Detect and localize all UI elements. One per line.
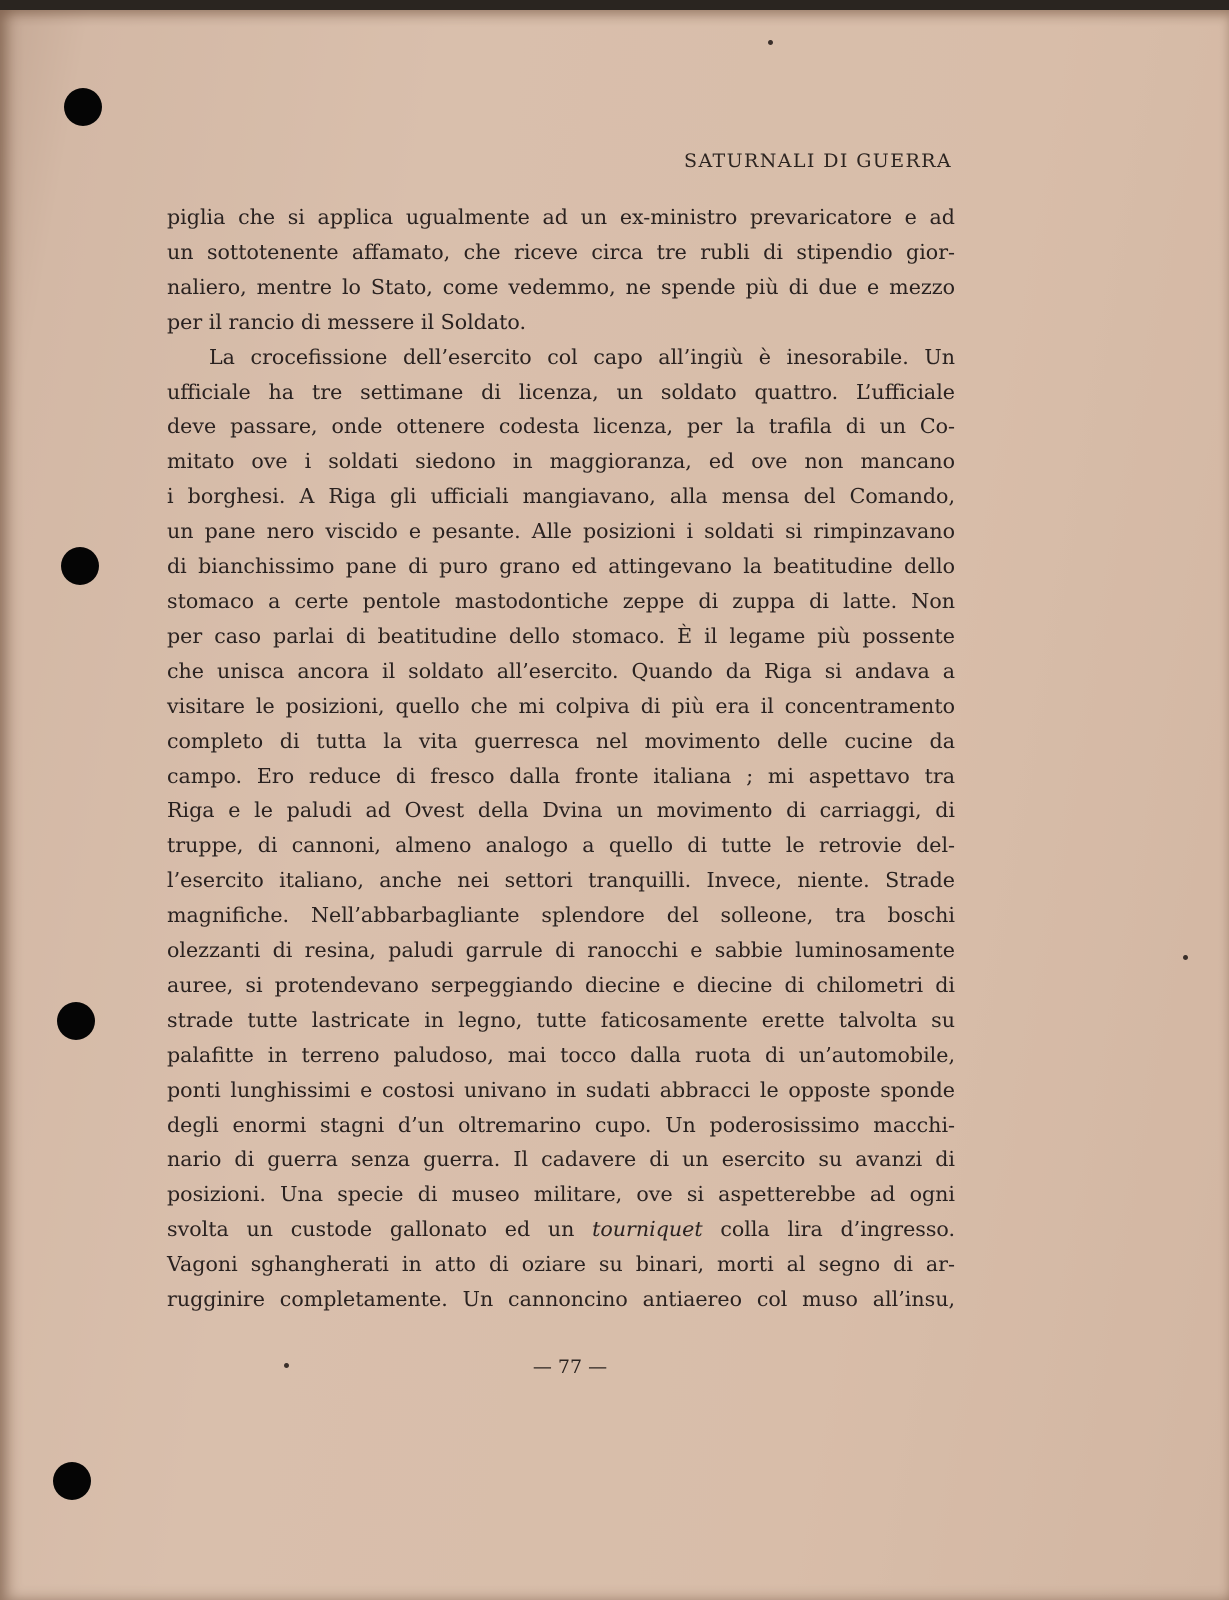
- text-line: i borghesi. A Riga gli ufficiali mangiavano, alla mensa del Comando,: [167, 484, 955, 509]
- text-line: per caso parlai di beatitudine dello stomaco. È il legame più possente: [167, 623, 955, 648]
- text-line: Vagoni sghangherati in atto di oziare su binari, morti al segno di ar-: [167, 1252, 955, 1277]
- text-line: stomaco a certe pentole mastodontiche zeppe di zuppa di latte. Non: [167, 588, 955, 613]
- text-line: ponti lunghissimi e costosi univano in sudati abbracci le opposte sponde: [167, 1077, 955, 1102]
- text-line: strade tutte lastricate in legno, tutte faticosamente erette talvolta su: [167, 1007, 955, 1032]
- italic-term: tourniquet: [592, 1217, 703, 1242]
- text-segment: colla lira d’ingresso.: [702, 1217, 955, 1242]
- body-text: [167, 200, 955, 1317]
- paper-speck: [768, 40, 773, 45]
- page-number: — 77 —: [532, 1356, 608, 1378]
- text-line: completo di tutta la vita guerresca nel movimento delle cucine da: [167, 728, 955, 753]
- text-line: magnifiche. Nell’abbarbagliante splendore del solleone, tra boschi: [167, 903, 955, 928]
- text-line: olezzanti di resina, paludi garrule di ranocchi e sabbie luminosamente: [167, 938, 955, 963]
- text-line: degli enormi stagni d’un oltremarino cupo. Un poderosissimo macchi-: [167, 1112, 955, 1137]
- binder-hole-4: [53, 1462, 91, 1500]
- text-line: ufficiale ha tre settimane di licenza, un soldato quattro. L’ufficiale: [167, 379, 955, 404]
- text-line: mitato ove i soldati siedono in maggioranza, ed ove non mancano: [167, 449, 955, 474]
- text-line: che unisca ancora il soldato all’esercito. Quando da Riga si andava a: [167, 658, 955, 683]
- text-line: La crocefissione dell’esercito col capo all’ingiù è inesorabile. Un: [209, 344, 955, 369]
- binder-hole-2: [61, 547, 99, 585]
- text-segment: svolta un custode gallonato ed un: [167, 1217, 593, 1242]
- text-line: rugginire completamente. Un cannoncino antiaereo col muso all’insu,: [167, 1287, 955, 1312]
- paper-speck: [284, 1363, 289, 1368]
- text-line: un pane nero viscido e pesante. Alle posizioni i soldati si rimpinzavano: [167, 519, 955, 544]
- binder-hole-1: [64, 88, 102, 126]
- text-line-with-italic: [167, 1212, 955, 1247]
- text-line: visitare le posizioni, quello che mi colpiva di più era il concentramento: [167, 693, 955, 718]
- text-line: piglia che si applica ugualmente ad un ex-ministro prevaricatore e ad: [167, 205, 955, 229]
- text-line: un sottotenente affamato, che riceve circa tre rubli di stipendio gior-: [167, 239, 955, 264]
- text-line: nario di guerra senza guerra. Il cadavere di un esercito su avanzi di: [167, 1147, 955, 1172]
- text-line: l’esercito italiano, anche nei settori tranquilli. Invece, niente. Strade: [167, 868, 955, 893]
- running-head: SATURNALI DI GUERRA: [684, 150, 952, 172]
- text-line: naliero, mentre lo Stato, come vedemmo, ne spende più di due e mezzo: [167, 274, 955, 299]
- text-line: truppe, di cannoni, almeno analogo a quello di tutte le retrovie del-: [167, 833, 955, 858]
- text-line: per il rancio di messere il Soldato.: [167, 309, 526, 334]
- text-line: auree, si protendevano serpeggiando diecine e diecine di chilometri di: [167, 972, 955, 997]
- text-line: palafitte in terreno paludoso, mai tocco dalla ruota di un’automobile,: [167, 1042, 955, 1067]
- text-line: di bianchissimo pane di puro grano ed attingevano la beatitudine dello: [167, 554, 955, 579]
- text-line: posizioni. Una specie di museo militare, ove si aspetterebbe ad ogni: [167, 1182, 955, 1207]
- paper-speck: [1183, 955, 1188, 960]
- text-line: Riga e le paludi ad Ovest della Dvina un movimento di carriaggi, di: [167, 798, 955, 823]
- text-line: campo. Ero reduce di fresco dalla fronte italiana ; mi aspettavo tra: [167, 763, 955, 788]
- text-line: deve passare, onde ottenere codesta licenza, per la trafila di un Co-: [167, 414, 955, 439]
- binder-hole-3: [57, 1002, 95, 1040]
